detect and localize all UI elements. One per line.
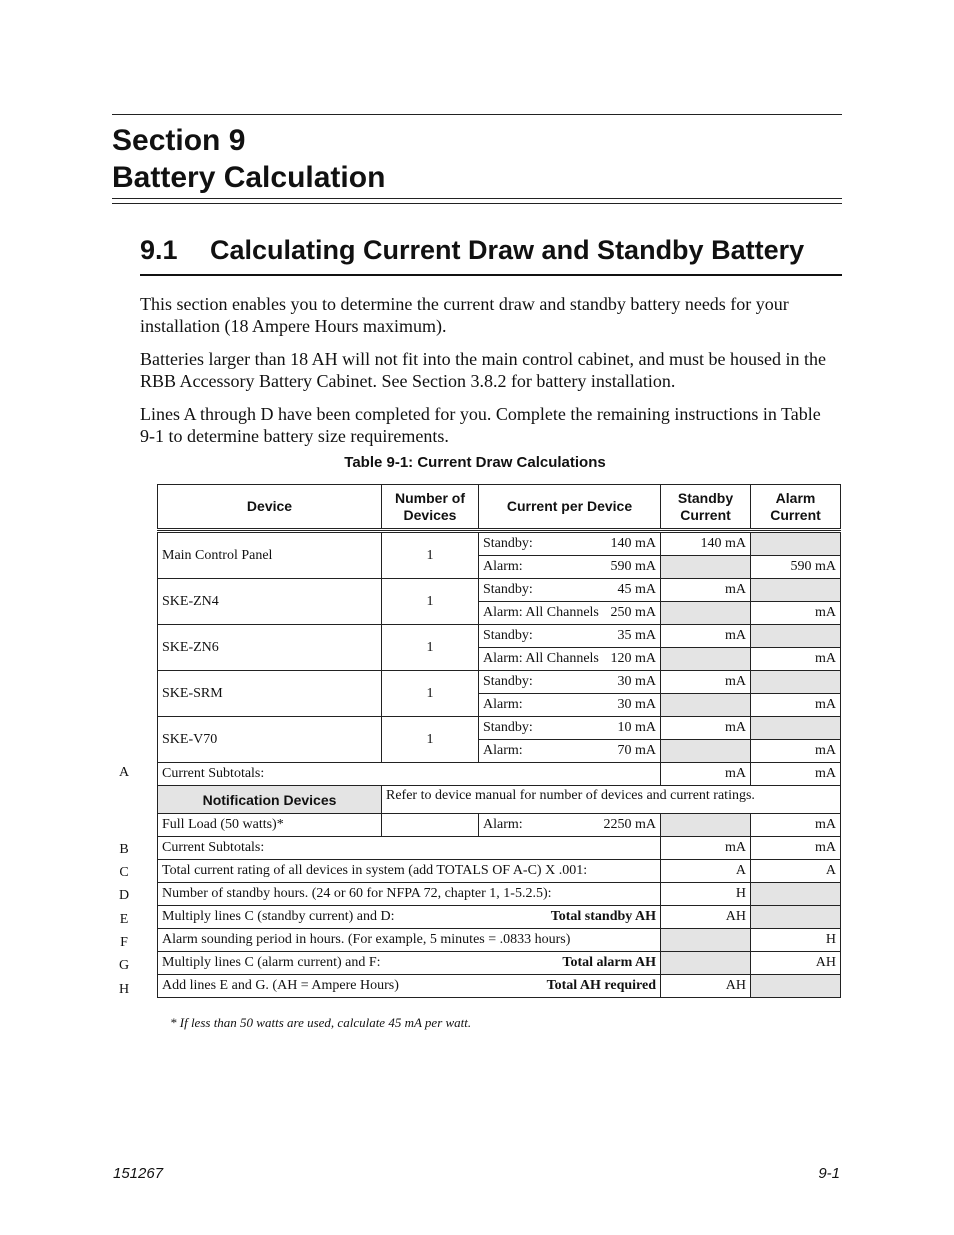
device-alarm-current: Alarm: All Channels 250 mA (479, 602, 661, 625)
alarm-total: mA (751, 602, 841, 625)
shaded-cell (751, 906, 841, 929)
row-f-alarm: H (751, 929, 841, 952)
row-h-text: Add lines E and G. (AH = Ampere Hours) Total AH required (158, 975, 661, 998)
line-label-c: C (119, 865, 129, 880)
footnote: * If less than 50 watts are used, calculate 45 mA per watt. (170, 1015, 472, 1030)
line-label-g: G (118, 958, 130, 973)
notification-title: Notification Devices (158, 786, 382, 814)
row-g-text: Multiply lines C (alarm current) and F: Total alarm AH (158, 952, 661, 975)
device-count: 1 (382, 533, 479, 579)
full-load-row (158, 814, 841, 837)
row-a (158, 763, 841, 786)
line-label-d: D (118, 888, 130, 903)
standby-total: mA (661, 717, 751, 740)
header-standby: Standby Current (661, 485, 751, 530)
full-load-alarm-current: Alarm: 2250 mA (479, 814, 661, 837)
row-e-text: Multiply lines C (standby current) and D: Total standby AH (158, 906, 661, 929)
section-title-line2: Battery Calculation (112, 161, 386, 194)
device-alarm-current: Alarm: 590 mA (479, 556, 661, 579)
row-g (158, 952, 841, 975)
shaded-cell (751, 975, 841, 998)
device-alarm-current: Alarm: 70 mA (479, 740, 661, 763)
paragraph-instructions: Lines A through D have been completed for you. Complete the remaining instructions in Table 9-1 to determine battery size requirements. (140, 404, 821, 446)
alarm-total: mA (751, 740, 841, 763)
device-name: SKE-ZN4 (158, 579, 382, 625)
device-standby-current: Standby: 45 mA (479, 579, 661, 602)
row-h-standby: AH (661, 975, 751, 998)
row-d (158, 883, 841, 906)
row-b (158, 837, 841, 860)
row-f-text: Alarm sounding period in hours. (For example, 5 minutes = .0833 hours) (158, 929, 661, 952)
header-current: Current per Device (479, 485, 661, 530)
notification-note: Refer to device manual for number of devices and current ratings. (382, 786, 841, 814)
shaded-cell (661, 929, 751, 952)
device-standby-current: Standby: 30 mA (479, 671, 661, 694)
alarm-total: mA (751, 648, 841, 671)
line-label-h: H (118, 982, 130, 997)
device-count: 1 (382, 717, 479, 763)
row-d-text: Number of standby hours. (24 or 60 for NFPA 72, chapter 1, 1-5.2.5): (158, 883, 661, 906)
subsection-title (140, 233, 804, 267)
section-title (112, 122, 385, 196)
device-row-standby (158, 533, 841, 556)
subsection-rule (140, 274, 842, 276)
device-name: SKE-V70 (158, 717, 382, 763)
paragraph-intro: This section enables you to determine the current draw and standby battery needs for your installation (18 Ampere Hours maximum). (140, 294, 789, 336)
device-standby-current: Standby: 35 mA (479, 625, 661, 648)
device-row-standby (158, 671, 841, 694)
row-d-standby: H (661, 883, 751, 906)
full-load-count (382, 814, 479, 837)
device-row-standby (158, 625, 841, 648)
alarm-total: mA (751, 694, 841, 717)
row-f (158, 929, 841, 952)
footer-page-number: 9-1 (818, 1165, 840, 1182)
device-alarm-current: Alarm: 30 mA (479, 694, 661, 717)
device-alarm-current: Alarm: All Channels 120 mA (479, 648, 661, 671)
row-c-alarm: A (751, 860, 841, 883)
shaded-cell (751, 717, 841, 740)
shaded-cell (661, 648, 751, 671)
top-rule (112, 114, 842, 115)
device-standby-current: Standby: 10 mA (479, 717, 661, 740)
row-a-text: Current Subtotals: (158, 763, 661, 786)
device-count: 1 (382, 671, 479, 717)
row-a-alarm: mA (751, 763, 841, 786)
shaded-cell (751, 579, 841, 602)
device-name: SKE-SRM (158, 671, 382, 717)
device-count: 1 (382, 625, 479, 671)
shaded-cell (661, 602, 751, 625)
line-label-f: F (120, 935, 128, 950)
device-name: Main Control Panel (158, 533, 382, 579)
shaded-cell (661, 556, 751, 579)
subsection-number: 9.1 (140, 235, 178, 265)
row-b-alarm: mA (751, 837, 841, 860)
full-load-text: Full Load (50 watts)* (158, 814, 382, 837)
footer-doc-number: 151267 (113, 1165, 164, 1182)
row-c (158, 860, 841, 883)
notification-row (158, 786, 841, 814)
current-draw-table (157, 484, 841, 998)
device-name: SKE-ZN6 (158, 625, 382, 671)
standby-total: mA (661, 671, 751, 694)
table-caption: Table 9-1: Current Draw Calculations (344, 454, 606, 471)
alarm-total: 590 mA (751, 556, 841, 579)
table-header-row (158, 485, 841, 530)
line-label-e: E (119, 912, 129, 927)
row-g-alarm: AH (751, 952, 841, 975)
shaded-cell (661, 740, 751, 763)
standby-total: 140 mA (661, 533, 751, 556)
header-number: Number of Devices (382, 485, 479, 530)
device-row-standby (158, 579, 841, 602)
device-standby-current: Standby: 140 mA (479, 533, 661, 556)
standby-total: mA (661, 579, 751, 602)
row-e (158, 906, 841, 929)
device-row-standby (158, 717, 841, 740)
shaded-cell (751, 883, 841, 906)
section-title-line1: Section 9 (112, 124, 246, 157)
row-h (158, 975, 841, 998)
shaded-cell (661, 694, 751, 717)
row-a-standby: mA (661, 763, 751, 786)
standby-total: mA (661, 625, 751, 648)
subsection-text: Calculating Current Draw and Standby Battery (210, 235, 805, 265)
shaded-cell (661, 814, 751, 837)
paragraph-batteries: Batteries larger than 18 AH will not fit into the main control cabinet, and must be housed in the RBB Accessory Battery Cabinet. See Section 3.8.2 for battery installation. (140, 349, 827, 391)
section-double-rule (112, 198, 842, 204)
header-device: Device (158, 485, 382, 530)
row-b-standby: mA (661, 837, 751, 860)
row-b-text: Current Subtotals: (158, 837, 661, 860)
row-e-standby: AH (661, 906, 751, 929)
row-c-standby: A (661, 860, 751, 883)
shaded-cell (751, 533, 841, 556)
shaded-cell (751, 671, 841, 694)
line-label-a: A (118, 765, 130, 780)
row-c-text: Total current rating of all devices in system (add TOTALS OF A-C) X .001: (158, 860, 661, 883)
full-load-alarm: mA (751, 814, 841, 837)
header-alarm: Alarm Current (751, 485, 841, 530)
device-count: 1 (382, 579, 479, 625)
shaded-cell (661, 952, 751, 975)
line-label-b: B (119, 842, 129, 857)
shaded-cell (751, 625, 841, 648)
